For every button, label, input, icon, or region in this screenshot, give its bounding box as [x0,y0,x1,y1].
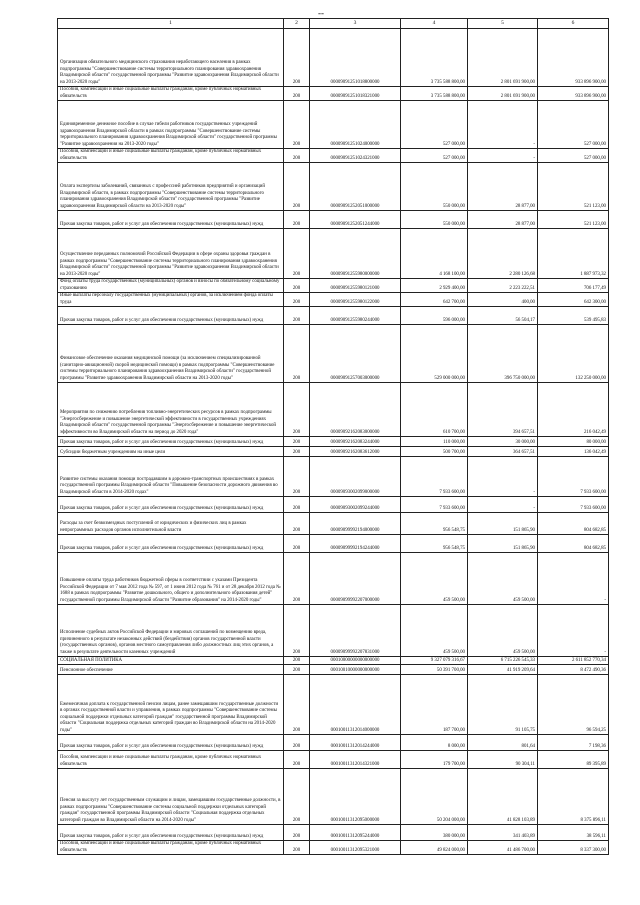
row-name-cell: СОЦИАЛЬНАЯ ПОЛИТИКА [58,657,284,665]
row-remaining-cell: 642 300,00 [538,293,609,307]
row-approved-cell: 187 700,00 [401,675,468,735]
column-number-row [58,19,609,29]
row-executed-cell: 394 657,51 [468,383,538,437]
row-remaining-cell: 1 887 973,32 [538,229,609,279]
row-remaining-cell: 216 042,49 [538,383,609,437]
row-remaining-cell: - [538,605,609,657]
row-approved-cell: 956 548,75 [401,513,468,535]
row-executed-cell: 2 223 222,51 [468,279,538,293]
row-approved-cell: 527 000,00 [401,149,468,163]
row-executed-cell: 41 828 103,89 [468,769,538,825]
table-row [58,325,609,383]
row-remaining-cell: 527 000,00 [538,101,609,149]
row-code-cell: 200 [284,735,310,751]
row-executed-cell: 28 877,00 [468,163,538,211]
table-row [58,497,609,513]
table-row [58,87,609,101]
row-name-cell: Пособия, компенсации и иные социальные выплаты гражданам, кроме публичных нормативных обязательств [58,87,284,101]
row-kbk-cell: 00010011312014244000 [310,735,401,751]
row-kbk-cell: 00009091255980121000 [310,279,401,293]
table-row [58,149,609,163]
row-remaining-cell: 132 250 000,00 [538,325,609,383]
row-kbk-cell: 00010011312095244000 [310,825,401,841]
column-number: 4 [401,19,468,29]
row-remaining-cell: 7 933 600,00 [538,457,609,497]
table-row [58,383,609,437]
row-name-cell: Развитие системы оказания помощи пострадавшим в дорожно-транспортных происшествиях в рамках государственной программы Владимирской области "Повышение безопасности дорожного движения во Владимирской области в 2014-2020 годах" [58,457,284,497]
row-code-cell: 200 [284,447,310,457]
row-approved-cell: 3 735 588 800,00 [401,29,468,87]
row-executed-cell: - [468,457,538,497]
row-remaining-cell: 38 596,11 [538,825,609,841]
table-row [58,751,609,769]
row-kbk-cell: 00010011312014321000 [310,751,401,769]
table-row [58,101,609,149]
row-kbk-cell: 00009092162083612000 [310,447,401,457]
row-approved-cell: 8 000,00 [401,735,468,751]
row-approved-cell: 527 000,00 [401,101,468,149]
row-remaining-cell: 804 682,85 [538,513,609,535]
row-remaining-cell: 933 896 900,00 [538,87,609,101]
row-approved-cell: 459 500,00 [401,553,468,605]
row-name-cell: Мероприятия по снижению потребления топливно-энергетических ресурсов в рамках подпрограммы "Энергосбережение и повышение энергетической эффективности в государственных учреждениях Владимирской области" государственной программы "Энергосбережение и повышение энергетической эффективности во Владимирской области на период до 2020 года" [58,383,284,437]
row-kbk-cell: 00009099992194244000 [310,535,401,553]
row-executed-cell: 151 865,90 [468,513,538,535]
row-name-cell: Прочая закупка товаров, работ и услуг для обеспечения государственных (муниципальных) нужд [58,535,284,553]
row-code-cell: 200 [284,101,310,149]
row-approved-cell: 550 000,00 [401,163,468,211]
row-name-cell: Пособия, компенсации и иные социальные выплаты гражданам, кроме публичных нормативных обязательств [58,149,284,163]
row-name-cell: Субсидии бюджетным учреждениям на иные цели [58,447,284,457]
row-approved-cell: 7 933 600,00 [401,457,468,497]
row-name-cell: Организация обязательного медицинского страхования неработающего населения в рамках подпрограммы "Совершенствование системы территориального планирования здравоохранения Владимирской области" государственной программы "Развитие здравоохранения Владимирской области на 2013-2020 годы" [58,29,284,87]
row-executed-cell: 6 715 226 545,33 [468,657,538,665]
row-approved-cell: 50 391 700,00 [401,665,468,675]
row-executed-cell: 151 865,90 [468,535,538,553]
row-approved-cell: 529 000 000,00 [401,325,468,383]
table-row [58,307,609,325]
table-row [58,665,609,675]
row-code-cell: 200 [284,605,310,657]
table-row [58,211,609,229]
column-number: 3 [310,19,401,29]
row-remaining-cell: 7 933 600,00 [538,497,609,513]
table-row [58,769,609,825]
row-approved-cell: 2 929 400,00 [401,279,468,293]
row-name-cell: Расходы за счет безвозмездных поступлений от юридических и физических лиц в рамках непрограммных расходов органов исполнительной власти [58,513,284,535]
row-name-cell: Прочая закупка товаров, работ и услуг для обеспечения государственных (муниципальных) нужд [58,825,284,841]
row-remaining-cell: 804 682,85 [538,535,609,553]
row-remaining-cell: 136 042,49 [538,447,609,457]
row-name-cell: Прочая закупка товаров, работ и услуг для обеспечения государственных (муниципальных) нужд [58,437,284,447]
row-code-cell: 200 [284,383,310,437]
row-executed-cell: 459 500,00 [468,553,538,605]
row-remaining-cell: 8 375 896,11 [538,769,609,825]
row-code-cell: 200 [284,149,310,163]
row-code-cell: 200 [284,535,310,553]
row-approved-cell: 956 548,75 [401,535,468,553]
row-code-cell: 200 [284,825,310,841]
row-name-cell: Пособия, компенсации и иные социальные выплаты гражданам, кроме публичных нормативных обязательств [58,751,284,769]
row-approved-cell: 49 824 000,00 [401,841,468,855]
column-number: 1 [58,19,284,29]
row-kbk-cell: 00010010000000000000 [310,665,401,675]
row-executed-cell: 41 486 700,00 [468,841,538,855]
row-name-cell: Исполнение судебных актов Российской Федерации и мировых соглашений по возмещению вреда, причиненного в результате незаконных действий (бездействия) органов государственной власти (государственных органов), органов местного самоуправления либо должностных лиц этих органов, а также в результате деятельности казенных учреждений [58,605,284,657]
table-row [58,535,609,553]
row-executed-cell: 400,00 [468,293,538,307]
row-name-cell: Пособия, компенсации и иные социальные выплаты гражданам, кроме публичных нормативных обязательств [58,841,284,855]
row-name-cell: Прочая закупка товаров, работ и услуг для обеспечения государственных (муниципальных) нужд [58,497,284,513]
table-row [58,29,609,87]
row-kbk-cell: 00009091251024000000 [310,101,401,149]
row-executed-cell: 91 105,75 [468,675,538,735]
row-approved-cell: 550 000,00 [401,211,468,229]
row-kbk-cell: 00009099992194000000 [310,513,401,535]
row-approved-cell: 380 000,00 [401,825,468,841]
row-name-cell: Прочая закупка товаров, работ и услуг для обеспечения государственных (муниципальных) нужд [58,307,284,325]
column-number: 2 [284,19,310,29]
row-executed-cell: 2 280 126,68 [468,229,538,279]
row-executed-cell: 56 504,17 [468,307,538,325]
row-kbk-cell: 00009091252051244000 [310,211,401,229]
row-kbk-cell: 00009093002099000000 [310,457,401,497]
row-executed-cell: 364 657,51 [468,447,538,457]
row-code-cell: 200 [284,751,310,769]
row-code-cell: 200 [284,769,310,825]
table-row [58,437,609,447]
row-executed-cell: 2 801 691 900,00 [468,87,538,101]
row-executed-cell: 341 403,89 [468,825,538,841]
row-remaining-cell: 96 594,25 [538,675,609,735]
row-kbk-cell: 00009093002099244000 [310,497,401,513]
table-row [58,553,609,605]
row-remaining-cell: 933 896 900,00 [538,29,609,87]
row-kbk-cell: 00009091255980000000 [310,229,401,279]
row-executed-cell: 801,64 [468,735,538,751]
row-approved-cell: 596 000,00 [401,307,468,325]
row-kbk-cell: 00009099992207000000 [310,553,401,605]
table-row [58,293,609,307]
row-approved-cell: 110 000,00 [401,437,468,447]
row-code-cell: 200 [284,665,310,675]
table-row [58,657,609,665]
row-executed-cell: 41 919 209,64 [468,665,538,675]
table-row [58,825,609,841]
row-code-cell: 200 [284,211,310,229]
row-code-cell: 200 [284,29,310,87]
row-executed-cell: 28 877,00 [468,211,538,229]
row-approved-cell: 50 204 000,00 [401,769,468,825]
row-kbk-cell: 00009091251024321000 [310,149,401,163]
row-name-cell: Финансовое обеспечение оказания медицинской помощи (за исключением специализированной (санитарно-авиационной) скорой медицинской помощи) в рамках подпрограммы "Совершенствование системы территориального планирования здравоохранения Владимирской области" государственной программы "Развитие здравоохранения Владимирской области на 2013-2020 годы" [58,325,284,383]
page-number-mark: -- [318,8,324,18]
budget-execution-table [57,18,609,855]
row-code-cell: 200 [284,841,310,855]
table-row [58,229,609,279]
row-code-cell: 200 [284,513,310,535]
row-kbk-cell: 00009091255980244000 [310,307,401,325]
row-executed-cell: 30 000,00 [468,437,538,447]
row-name-cell: Осуществление переданных полномочий Российской Федерации в сфере охраны здоровья граждан в рамках подпрограммы "Совершенствование системы территориального планирования здравоохранения Владимирской области" государственной программы "Развитие здравоохранения Владимирской области на 2013-2020 годы" [58,229,284,279]
row-remaining-cell: 521 123,00 [538,163,609,211]
row-approved-cell: 642 700,00 [401,293,468,307]
row-remaining-cell: 8 472 490,36 [538,665,609,675]
row-approved-cell: 7 933 600,00 [401,497,468,513]
row-code-cell: 200 [284,279,310,293]
row-name-cell: Фонд оплаты труда государственных (муниципальных) органов и взносы по обязательному социальному страхованию [58,279,284,293]
row-approved-cell: 459 500,00 [401,605,468,657]
row-kbk-cell: 00009091251018321000 [310,87,401,101]
row-name-cell: Оплата экспертизы заболеваний, связанных с профессией работников предприятий и организаций Владимирской области, в рамках подпрограммы "Совершенствование системы территориального планирования здравоохранения Владимирской области" государственной программы "Развитие здравоохранения Владимирской области на 2013-2020 годы" [58,163,284,211]
row-code-cell: 200 [284,497,310,513]
row-remaining-cell: 89 395,89 [538,751,609,769]
row-kbk-cell: 00009099992207831000 [310,605,401,657]
table-row [58,675,609,735]
row-approved-cell: 179 700,00 [401,751,468,769]
row-code-cell: 200 [284,675,310,735]
row-kbk-cell: 00009092162083244000 [310,437,401,447]
table-row [58,735,609,751]
row-executed-cell: - [468,101,538,149]
row-executed-cell: - [468,497,538,513]
row-approved-cell: 500 700,00 [401,447,468,457]
row-kbk-cell: 00009091252051000000 [310,163,401,211]
row-kbk-cell: 00010011312014000000 [310,675,401,735]
row-name-cell: Пенсионное обеспечение [58,665,284,675]
row-remaining-cell: 2 611 852 770,34 [538,657,609,665]
row-kbk-cell: 00009091251018800000 [310,29,401,87]
row-remaining-cell: 527 000,00 [538,149,609,163]
row-remaining-cell: 7 198,36 [538,735,609,751]
row-name-cell: Прочая закупка товаров, работ и услуг для обеспечения государственных (муниципальных) нужд [58,735,284,751]
row-kbk-cell: 00009092162083000000 [310,383,401,437]
row-remaining-cell: 80 000,00 [538,437,609,447]
row-executed-cell: - [468,149,538,163]
column-number: 6 [538,19,609,29]
row-approved-cell: 3 735 588 800,00 [401,87,468,101]
row-kbk-cell: 00009091255980122000 [310,293,401,307]
row-executed-cell: 2 801 691 900,00 [468,29,538,87]
column-number: 5 [468,19,538,29]
row-executed-cell: 459 500,00 [468,605,538,657]
table-row [58,513,609,535]
table-row [58,605,609,657]
row-executed-cell: 396 750 000,00 [468,325,538,383]
row-code-cell: 200 [284,87,310,101]
row-remaining-cell: 539 495,83 [538,307,609,325]
row-name-cell: Пенсия за выслугу лет государственным служащим и лицам, замещавшим государственные должности, в рамках подпрограммы "Совершенствование системы социальной поддержки отдельных категорий граждан" государственной программы Владимирской области "Социальная поддержка отдельных категорий граждан во Владимирской области на 2014-2020 годы" [58,769,284,825]
row-remaining-cell: 521 123,00 [538,211,609,229]
row-kbk-cell: 00010011312095321000 [310,841,401,855]
table-row [58,163,609,211]
row-code-cell: 200 [284,437,310,447]
row-name-cell: Повышение оплаты труда работников бюджетной сферы в соответствии с указами Президента Российской Федерации от 7 мая 2012 года № 597, от 1 июня 2012 года № 761 и от 28 декабря 2012 года № 1688 в рамках подпрограммы "Развитие дошкольного, общего и дополнительного образования детей" государственной программы Владимирской области "Развитие образования" на 2014-2020 годы" [58,553,284,605]
row-code-cell: 200 [284,457,310,497]
row-remaining-cell: 706 177,49 [538,279,609,293]
row-remaining-cell: 8 337 300,00 [538,841,609,855]
table-row [58,279,609,293]
row-code-cell: 200 [284,229,310,279]
table-row [58,447,609,457]
row-remaining-cell: - [538,553,609,605]
row-name-cell: Единовременное денежное пособие в случае гибели работников государственных учреждений здравоохранения Владимирской области в рамках подпрограммы "Совершенствование системы территориального планирования здравоохранения Владимирской области" государственной программы "Развитие здравоохранения на 2013-2020 годы" [58,101,284,149]
row-name-cell: Иные выплаты персоналу государственных (муниципальных) органов, за исключением фонда оплаты труда [58,293,284,307]
table-row [58,457,609,497]
row-name-cell: Прочая закупка товаров, работ и услуг для обеспечения государственных (муниципальных) нужд [58,211,284,229]
row-code-cell: 200 [284,553,310,605]
row-approved-cell: 4 168 100,00 [401,229,468,279]
row-executed-cell: 90 304,11 [468,751,538,769]
row-kbk-cell: 00010000000000000000 [310,657,401,665]
row-approved-cell: 610 700,00 [401,383,468,437]
row-kbk-cell: 00009091257003000000 [310,325,401,383]
row-name-cell: Ежемесячная доплата к государственной пенсии лицам, ранее замещавшим государственные должности в органах государственной власти и управления, в рамках подпрограммы "Совершенствование системы социальной поддержки отдельных категорий граждан" государственной программы Владимирской области "Социальная поддержка отдельных категорий граждан во Владимирской области на 2014-2020 годы" [58,675,284,735]
row-code-cell: 200 [284,163,310,211]
row-kbk-cell: 00010011312095000000 [310,769,401,825]
row-approved-cell: 9 327 079 316,67 [401,657,468,665]
row-code-cell: 200 [284,293,310,307]
table-row [58,841,609,855]
row-code-cell: 200 [284,657,310,665]
row-code-cell: 200 [284,307,310,325]
row-code-cell: 200 [284,325,310,383]
